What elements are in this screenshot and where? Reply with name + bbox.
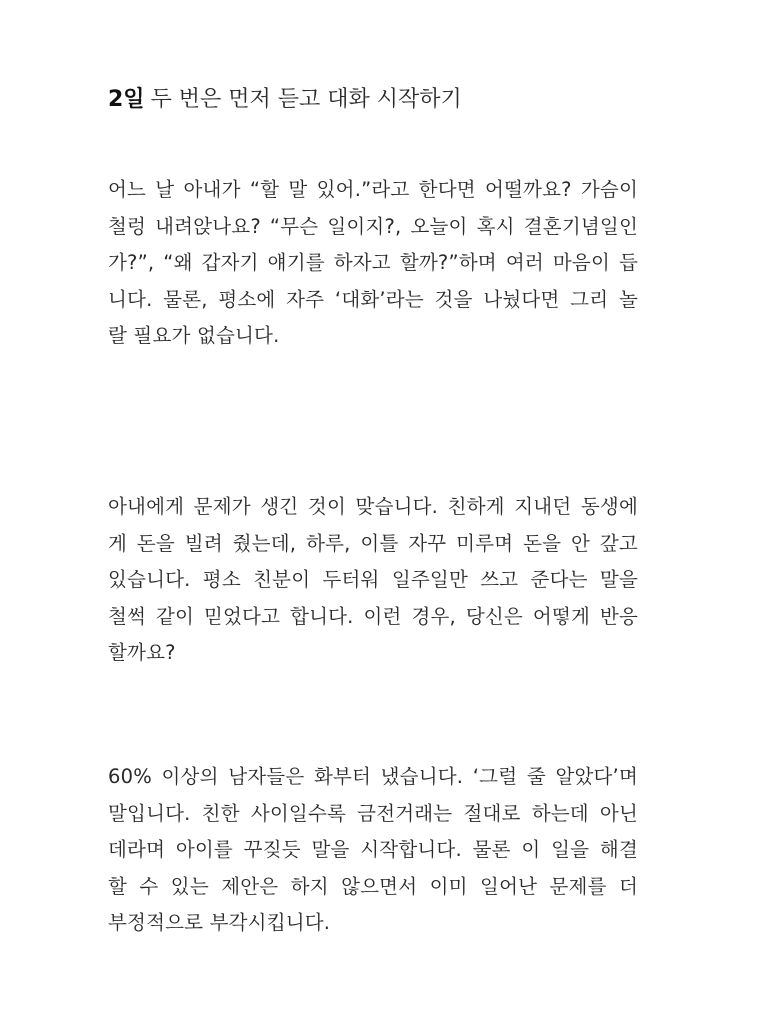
paragraph-line: 게 돈을 빌려 줬는데, 하루, 이틀 자꾸 미루며 돈을 안 갚고	[108, 531, 638, 555]
paragraph-2	[108, 489, 638, 672]
paragraph-line: 철렁 내려앉나요? “무슨 일이지?, 오늘이 혹시 결혼기념일인	[108, 214, 638, 238]
paragraph-line: 60% 이상의 남자들은 화부터 냈습니다. ‘그럴 줄 알았다’며	[108, 765, 638, 788]
paragraph-line: 아내에게 문제가 생긴 것이 맞습니다. 친하게 지내던 동생에	[108, 495, 638, 518]
paragraph-line: 어느 날 아내가 “할 말 있어.”라고 한다면 어떨까요? 가슴이	[108, 178, 638, 201]
day-label: 2일	[108, 87, 145, 112]
paragraph-line: 데라며 아이를 꾸짖듯 말을 시작합니다. 물론 이 일을 해결	[108, 838, 638, 861]
paragraph-line: 말입니다. 친한 사이일수록 금전거래는 절대로 하는데 아닌	[108, 801, 638, 825]
paragraph-line: 철썩 같이 믿었다고 합니다. 이런 경우, 당신은 어떻게 반응	[108, 604, 638, 628]
paragraph-line: 니다. 물론, 평소에 자주 ‘대화’라는 것을 나눴다면 그리 놀	[108, 287, 638, 311]
paragraph-1	[108, 172, 638, 355]
paragraph-line: 있습니다. 평소 친분이 두터워 일주일만 쓰고 준다는 말을	[108, 568, 638, 591]
section-heading	[108, 82, 462, 118]
paragraph-3	[108, 759, 638, 942]
paragraph-line: 가?”, “왜 갑자기 얘기를 하자고 할까?”하며 여러 마음이 듭	[108, 251, 638, 274]
paragraph-line: 부정적으로 부각시킵니다.	[108, 911, 331, 934]
section-title: 두 번은 먼저 듣고 대화 시작하기	[150, 87, 462, 112]
paragraph-line: 랄 필요가 없습니다.	[108, 324, 280, 347]
paragraph-line: 할까요?	[108, 641, 176, 664]
paragraph-line: 할 수 있는 제안은 하지 않으면서 이미 일어난 문제를 더	[108, 874, 638, 898]
